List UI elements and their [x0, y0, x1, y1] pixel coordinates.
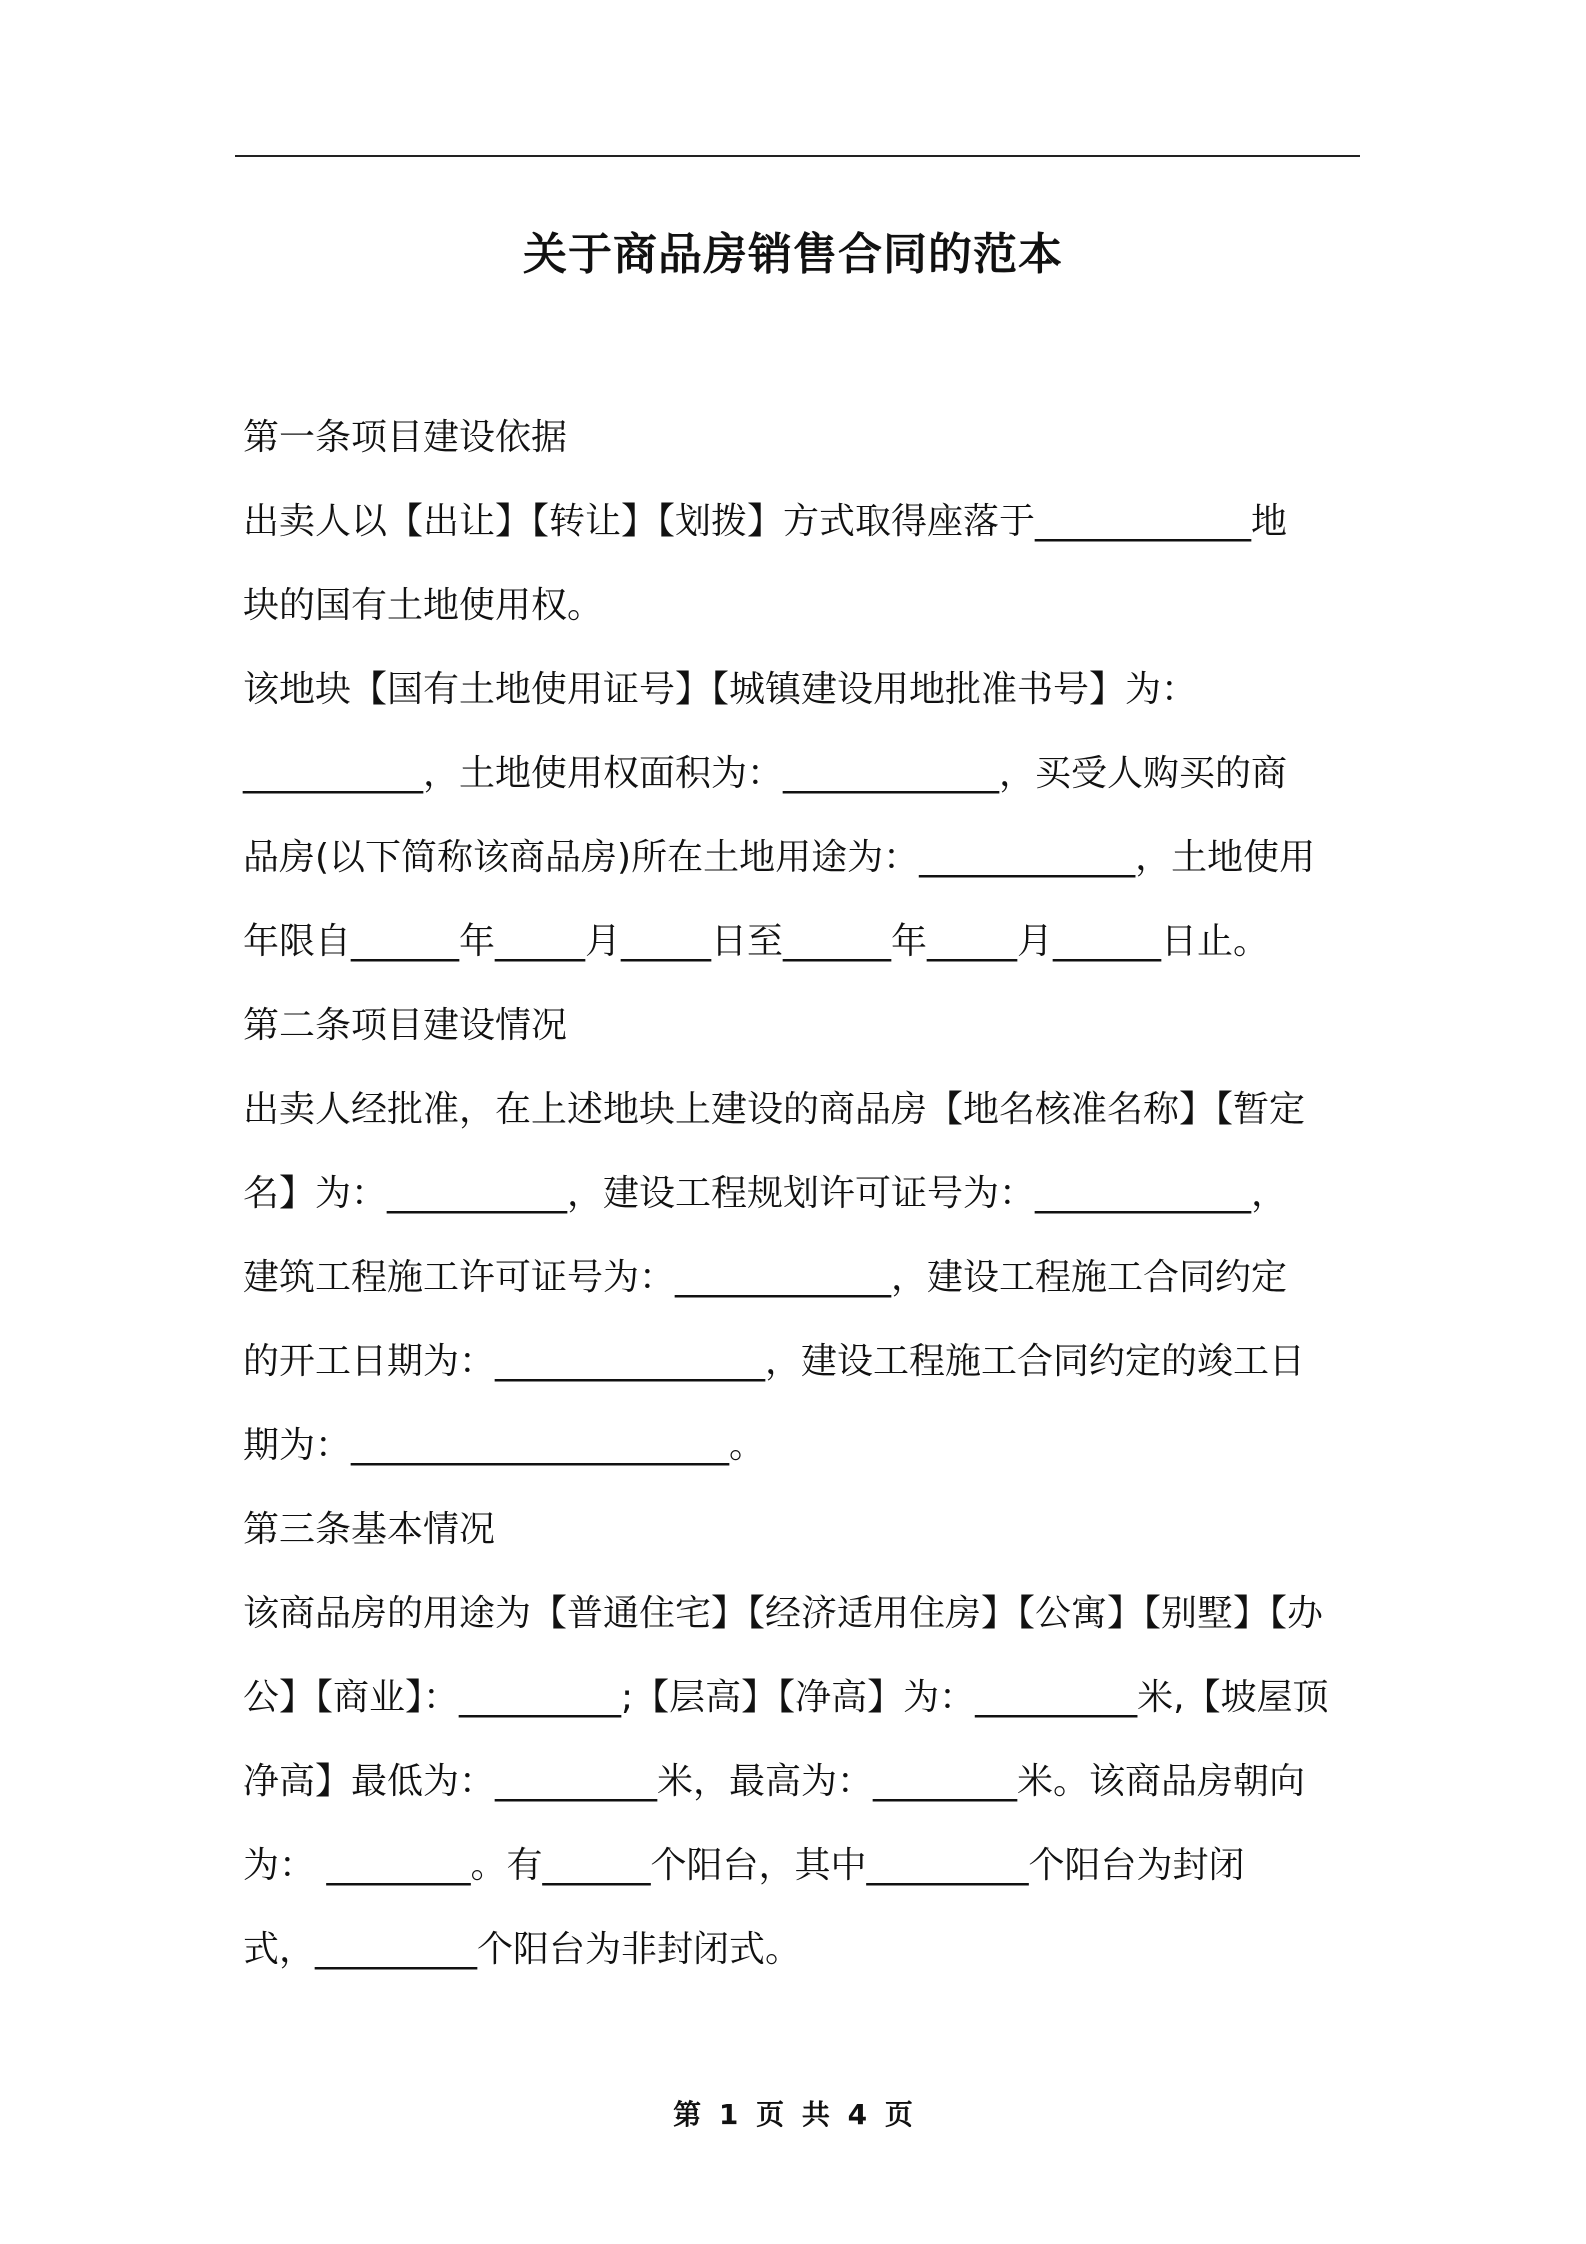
article-2-heading: 第二条项目建设情况: [243, 1005, 568, 1046]
paragraph-line: 该商品房的用途为【普通住宅】【经济适用住房】【公寓】【别墅】【办: [243, 1593, 1324, 1634]
document-body: [243, 396, 1363, 1992]
paragraph-line: 块的国有土地使用权。: [243, 585, 604, 626]
paragraph-line: 期为：_____________________。: [243, 1425, 766, 1466]
document-title: 关于商品房销售合同的范本: [523, 229, 1063, 280]
paragraph-line: 该地块【国有土地使用证号】【城镇建设用地批准书号】为：: [243, 669, 1198, 710]
paragraph-line: 出卖人以【出让】【转让】【划拨】方式取得座落于____________地: [243, 501, 1288, 542]
paragraph-line: 为： ________。有______个阳台，其中_________个阳台为封闭: [243, 1845, 1245, 1886]
paragraph-line: 公】【商业】：_________;【层高】【净高】为：_________米,【坡屋顶: [243, 1677, 1329, 1718]
paragraph-line: __________，土地使用权面积为：____________，买受人购买的商: [243, 753, 1288, 794]
paragraph-line: 品房(以下简称该商品房)所在土地用途为：____________，土地使用: [243, 837, 1316, 878]
paragraph-line: 净高】最低为：_________米，最高为：________米。该商品房朝向: [243, 1761, 1306, 1802]
paragraph-line: 的开工日期为：_______________，建设工程施工合同约定的竣工日: [243, 1341, 1306, 1382]
article-1-heading: 第一条项目建设依据: [243, 417, 568, 458]
header-rule: [235, 155, 1360, 157]
paragraph-line: 出卖人经批准，在上述地块上建设的商品房【地名核准名称】【暂定: [243, 1089, 1306, 1130]
paragraph-line: 建筑工程施工许可证号为：____________，建设工程施工合同约定: [243, 1257, 1288, 1298]
paragraph-line: 式，_________个阳台为非封闭式。: [243, 1929, 802, 1970]
paragraph-line: 名】为：__________，建设工程规划许可证号为：____________，: [243, 1173, 1288, 1214]
article-3-heading: 第三条基本情况: [243, 1509, 496, 1550]
page-number-footer: 第 1 页 共 4 页: [673, 2098, 913, 2131]
paragraph-line: 年限自______年_____月_____日至______年_____月______日止。: [243, 921, 1270, 962]
